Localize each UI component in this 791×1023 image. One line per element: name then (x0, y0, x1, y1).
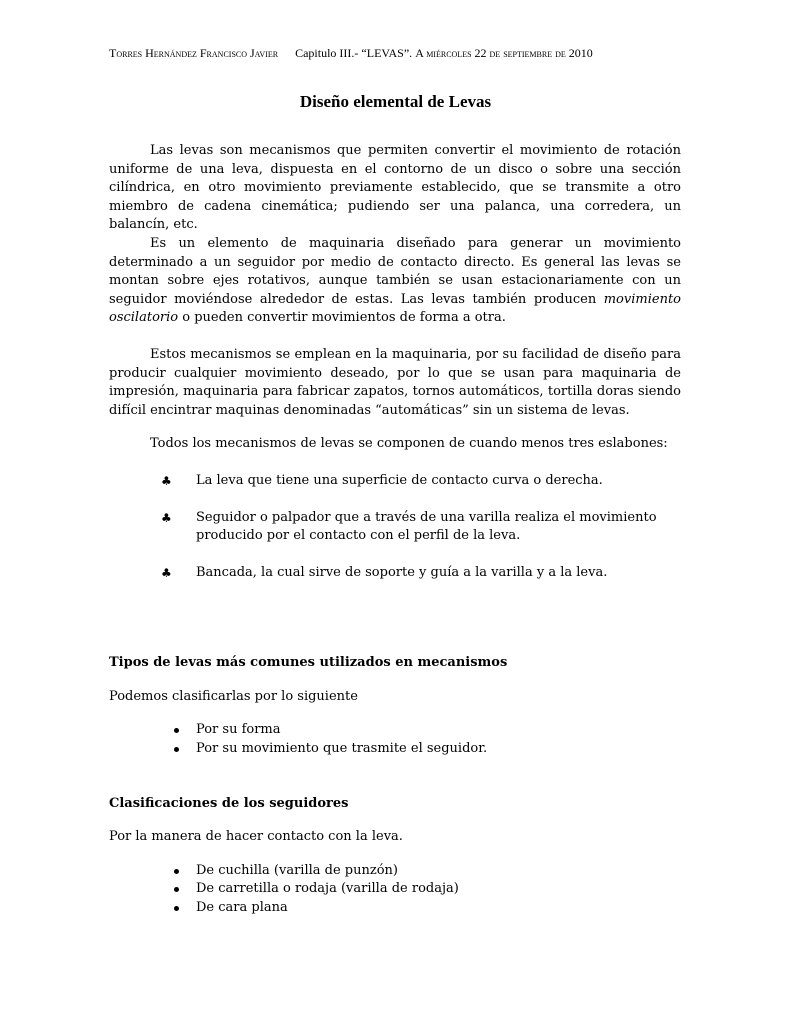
paragraph-element-italic: movimiento oscilatorio (109, 291, 681, 326)
list-item-text: Por su movimiento que trasmite el seguidor. (196, 741, 488, 757)
list-item (109, 862, 681, 881)
section-intro-tipos: Podemos clasificarlas por lo siguiente (109, 688, 358, 704)
paragraph-links: Todos los mecanismos de levas se componen de cuando menos tres eslabones: (150, 436, 668, 452)
seguidores-list (109, 862, 681, 918)
list-item-text: La leva que tiene una superficie de contacto curva o derecha. (196, 472, 603, 488)
list-item-text: Por su forma (196, 722, 281, 738)
list-item (109, 564, 681, 583)
club-bullet-icon: ♣ (161, 473, 172, 488)
list-item-text: Seguidor o palpador que a través de una varilla realiza el movimiento producido por el contacto con el perfil de la leva. (196, 509, 657, 544)
running-header (109, 46, 709, 61)
paragraph-uses: Estos mecanismos se emplean en la maquinaria, por su facilidad de diseño para producir cualquier movimiento deseado, por lo que se usan para maquinaria de impresión, maquinaria para fabricar zapatos, tornos automáticos, tortilla doras siendo difícil encintrar maquinas denominadas “automáticas” sin un sistema de levas. (109, 346, 681, 418)
list-item-text: De carretilla o rodaja (varilla de rodaja) (196, 881, 459, 897)
paragraph-element-end: o pueden convertir movimientos de forma a otra. (178, 310, 506, 326)
list-item-text: De cara plana (196, 900, 288, 916)
header-date: A miércoles 22 de septiembre de 2010 (415, 46, 593, 60)
list-item-text: De cuchilla (varilla de punzón) (196, 862, 398, 878)
bullet-dot-icon (174, 906, 179, 911)
bullet-dot-icon (174, 869, 179, 874)
list-item (109, 740, 681, 759)
tipos-list (109, 721, 681, 758)
section-intro-seguidores: Por la manera de hacer contacto con la leva. (109, 829, 403, 845)
club-bullet-icon: ♣ (161, 510, 172, 525)
eslabones-list (109, 472, 681, 582)
list-item (109, 721, 681, 740)
club-bullet-icon: ♣ (161, 565, 172, 580)
list-item-text: Bancada, la cual sirve de soporte y guía a la varilla y a la leva. (196, 564, 608, 580)
section-heading-tipos: Tipos de levas más comunes utilizados en mecanismos (109, 655, 508, 671)
document-title: Diseño elemental de Levas (299, 92, 492, 111)
list-item (109, 509, 681, 546)
paragraph-element (109, 235, 681, 328)
paragraph-element-text: Es un elemento de maquinaria diseñado para generar un movimiento determinado a un seguidor por medio de contacto directo. Es general las levas se montan sobre ejes rotativos, aunque también se usan estacionariamente con un seguidor moviéndose alrededor de estas. Las levas también producen (109, 235, 681, 307)
bullet-dot-icon (174, 747, 179, 752)
paragraph-intro: Las levas son mecanismos que permiten convertir el movimiento de rotación uniforme de una leva, dispuesta en el contorno de un disco o sobre una sección cilíndrica, en otro movimiento previamente establecido, que se transmite a otro miembro de cadena cinemática; pudiendo ser una palanca, una corredera, un balancín, etc. (109, 143, 681, 233)
bullet-dot-icon (174, 887, 179, 892)
section-heading-seguidores: Clasificaciones de los seguidores (109, 795, 349, 811)
list-item (109, 899, 681, 918)
list-item (109, 880, 681, 899)
document-body (109, 142, 681, 918)
header-chapter: Capitulo III.- “LEVAS”. (295, 46, 413, 60)
header-author: Torres Hernández Francisco Javier (109, 46, 279, 60)
list-item (109, 472, 681, 491)
bullet-dot-icon (174, 728, 179, 733)
